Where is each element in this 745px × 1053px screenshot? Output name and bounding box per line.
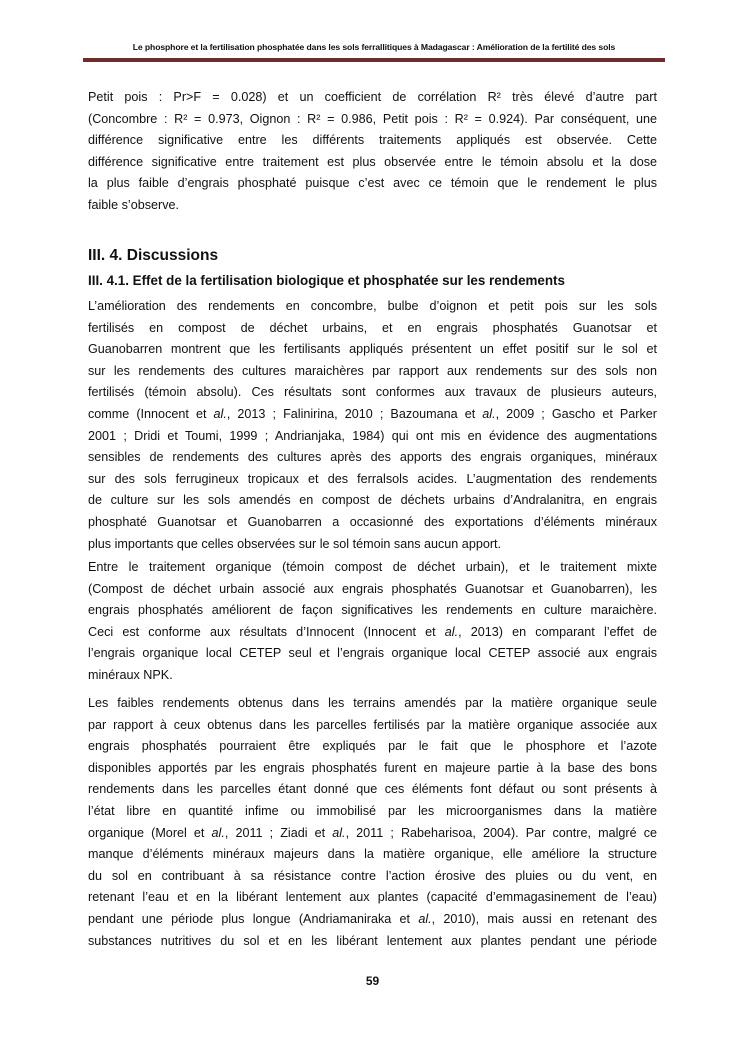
text-line: disponibles apportés par les engrais phosphatés furent en majeure partie à la base des bons <box>88 760 657 775</box>
text-line: manque d’éléments minéraux majeurs dans la matière organique, elle améliore la structure <box>88 847 657 862</box>
header-rule <box>83 58 665 62</box>
text-line: sur les rendements des cultures maraichères par rapport aux rendements sur des sols non <box>88 363 657 378</box>
text-line: sur des sols ferrugineux tropicaux et des ferralsols acides. L’augmentation des rendements <box>88 471 657 486</box>
text-line: différence significative entre traitement est plus observée entre le témoin absolu et la dose <box>88 154 657 169</box>
text-line: l’état libre en quantité infime ou immobilisé par les microorganismes dans la matière <box>88 803 657 818</box>
text-line: Ceci est conforme aux résultats d’Innocent (Innocent et al., 2013) en comparant l’effet de <box>88 624 658 639</box>
text-line: substances nutritives du sol et en les libérant lentement aux plantes pendant une période <box>88 933 657 948</box>
text-line: différence significative entre les différents traitements appliqués est observée. Cette <box>88 133 657 148</box>
text-line: plus importants que celles observées sur le sol témoin sans aucun apport. <box>88 536 502 551</box>
text-line: comme (Innocent et al., 2013 ; Falinirina, 2010 ; Bazoumana et al., 2009 ; Gascho et Parker <box>88 406 657 421</box>
text-line: par rapport à ceux obtenus dans les parcelles fertilisés par la matière organique associée aux <box>88 717 657 732</box>
subsection-heading: III. 4.1. Effet de la fertilisation biologique et phosphatée sur les rendements <box>88 273 565 288</box>
text-line: organique (Morel et al., 2011 ; Ziadi et al., 2011 ; Rabeharisoa, 2004). Par contre, malgré ce <box>88 825 657 840</box>
text-line: de culture sur les sols amendés en compost de déchets urbains d’Andralanitra, en engrais <box>88 493 657 508</box>
paragraph-intro <box>88 87 657 217</box>
text-line: retenant l’eau et en la libérant lentement aux plantes (capacité d’emmagasinement de l’eau) <box>88 890 657 905</box>
running-header: Le phosphore et la fertilisation phosphatée dans les sols ferrallitiques à Madagascar : Amélioration de la fertilité des sols <box>132 42 616 52</box>
text-line: (Concombre : R² = 0.973, Oignon : R² = 0.986, Petit pois : R² = 0.924). Par conséquent, une <box>88 111 657 126</box>
paragraph-discussion-2 <box>88 557 657 687</box>
text-line: rendements dans les parcelles étant donné que ces éléments font défaut ou sont présents à <box>88 782 657 797</box>
page-number: 59 <box>365 974 380 988</box>
section-heading: III. 4. Discussions <box>88 247 219 264</box>
text-line: fertilisés en compost de déchet urbains, et en engrais phosphatés Guanotsar et <box>88 320 657 335</box>
text-line: Entre le traitement organique (témoin compost de déchet urbain), et le traitement mixte <box>88 560 657 574</box>
text-line: du sol en contribuant à sa résistance contre l’action érosive des pluies ou du vent, en <box>88 868 657 883</box>
text-line: minéraux NPK. <box>88 667 173 682</box>
text-line: 2001 ; Dridi et Toumi, 1999 ; Andrianjaka, 1984) qui ont mis en évidence des augmentations <box>88 428 657 443</box>
text-line: L’amélioration des rendements en concombre, bulbe d’oignon et petit pois sur les sols <box>88 299 657 313</box>
paragraph-discussion-3 <box>88 693 657 952</box>
text-line: fertilisés (témoin absolu). Ces résultats sont conformes aux travaux de plusieurs auteurs, <box>88 385 657 400</box>
text-line: l’engrais organique local CETEP seul et l’engrais organique local CETEP associé aux engrais <box>88 646 657 661</box>
text-line: sensibles de rendements des cultures après des apports des engrais organiques, minéraux <box>88 450 657 465</box>
text-line: pendant une période plus longue (Andriamaniraka et al., 2010), mais aussi en retenant des <box>88 911 658 926</box>
text-line: Guanobarren montrent que les fertilisants appliqués présentent un effet positif sur le sol et <box>88 342 657 357</box>
text-line: la plus faible d’engrais phosphaté puisque c’est avec ce témoin que le rendement le plus <box>88 176 657 191</box>
text-line: faible s’observe. <box>88 197 180 212</box>
text-line: engrais phosphatés pourraient être expliqués par le fait que le phosphore et l’azote <box>88 739 657 754</box>
text-line: Les faibles rendements obtenus dans les terrains amendés par la matière organique seule <box>88 696 657 710</box>
text-line: Petit pois : Pr>F = 0.028) et un coefficient de corrélation R² très élevé d’autre part <box>88 90 657 104</box>
text-line: engrais phosphatés améliorent de façon significatives les rendements en culture maraichère. <box>88 603 657 618</box>
text-line: phosphaté Guanotsar et Guanobarren a occasionné des exportations d’éléments minéraux <box>88 514 657 529</box>
paragraph-discussion-1 <box>88 296 657 555</box>
text-line: (Compost de déchet urbain associé aux engrais phosphatés Guanotsar et Guanobarren), les <box>88 581 657 596</box>
